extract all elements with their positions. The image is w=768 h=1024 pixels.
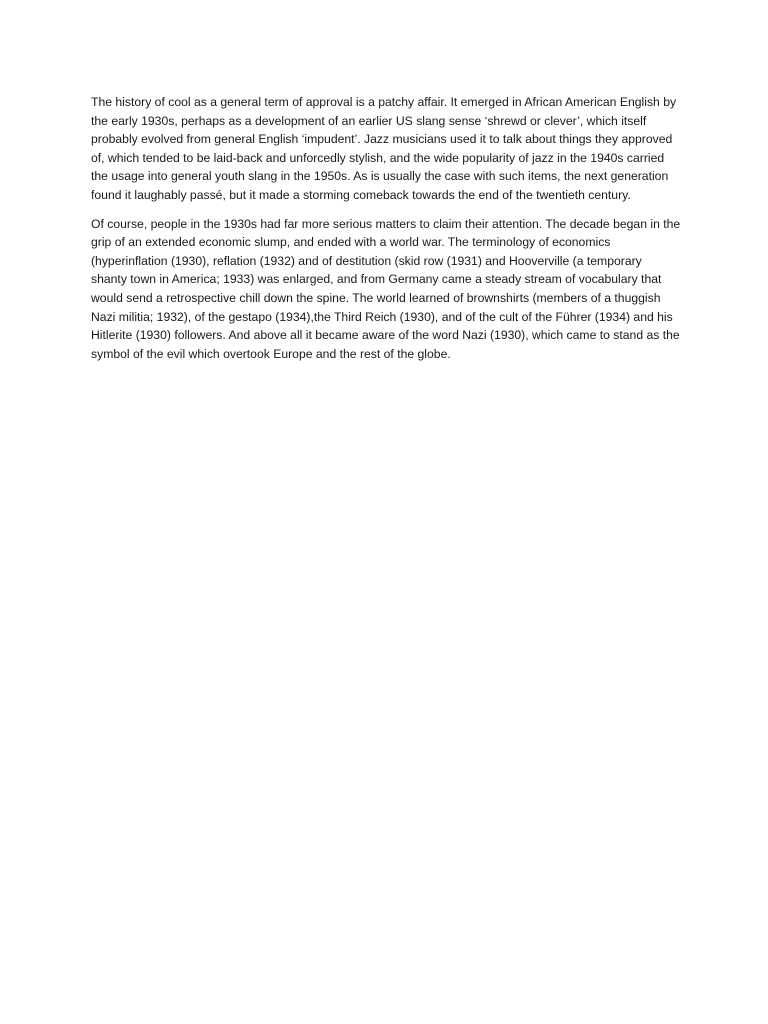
paragraph-2: Of course, people in the 1930s had far more serious matters to claim their attention. The decade began in the grip of an extended economic slump, and ended with a world war. The terminology of economics (hyperinflation (1930), reflation (1932) and of destitution (skid row (1931) and Hooverville (a temporary shanty town in America; 1933) was enlarged, and from Germany came a steady stream of vocabulary that would send a retrospective chill down the spine. The world learned of brownshirts (members of a thuggish Nazi militia; 1932), of the gestapo (1934),the Third Reich (1930), and of the cult of the Führer (1934) and his Hitlerite (1930) followers. And above all it became aware of the word Nazi (1930), which came to stand as the symbol of the evil which overtook Europe and the rest of the globe. (91, 216, 681, 361)
paragraph-1: The history of cool as a general term of approval is a patchy affair. It emerged in African American English by the early 1930s, perhaps as a development of an earlier US slang sense ‘shrewd or clever’, which itself probably evolved from general English ‘impudent’. Jazz musicians used it to talk about things they approved of, which tended to be laid-back and unforcedly stylish, and the wide popularity of jazz in the 1940s carried the usage into general youth slang in the 1950s. As is usually the case with such items, the next generation found it laughably passé, but it made a storming comeback towards the end of the twentieth century. (91, 95, 677, 202)
body-text (91, 93, 681, 373)
